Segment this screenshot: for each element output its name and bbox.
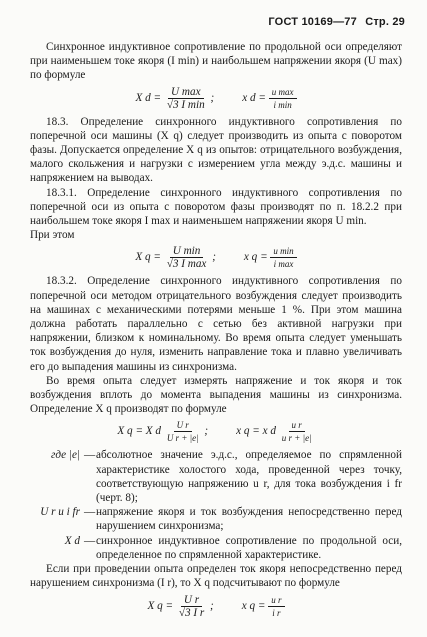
formula-xq-negative: X q = X d $\frac{\text{U r}}{\text{U r + |e|}}$ ; x q = x d $\frac{\text{u r}}{\text{u r + |e|}}$ bbox=[30, 419, 402, 444]
fraction-pu: $\frac{\text{u max}}{\text{i min}}$ bbox=[269, 86, 297, 111]
page-header bbox=[263, 15, 405, 29]
definition-item: U r и i fr — напряжение якоря и ток возбуждения непосредственно перед нарушением синхронизма; bbox=[40, 506, 402, 533]
pri-etom: При этом bbox=[30, 229, 75, 242]
definitions-list bbox=[30, 448, 402, 562]
formula-lhs: X d = bbox=[135, 91, 162, 104]
outro-paragraph: Если при проведении опыта определен ток якоря непосредственно перед нарушением синхронизма (I r), то X q подсчитывают по формуле bbox=[30, 563, 402, 590]
fraction: $\frac{\text{U r}}{\text{√3 I r}}$ bbox=[178, 593, 205, 619]
fraction-pu: $\frac{\text{u r}}{\text{i r}}$ bbox=[268, 594, 284, 619]
definition-item: где |e| — абсолютное значение э.д.с., определяемое по спрямленной характеристике холостого хода, проведенной через точку, соответствующую напряжению u r, для тока возбуждения i fr (черт. 8); bbox=[50, 449, 402, 505]
document-body bbox=[30, 40, 402, 623]
page-number: Стр. 29 bbox=[365, 16, 405, 28]
section-18-3-2: 18.3.2. Определение синхронного индуктивного сопротивления по поперечной оси методом отрицательного возбуждения следует производить на машинах с механическими потерями меньше 1 %. При этом машина должна работать параллельно с сетью без активной нагрузки при напряжении, близком к номинальному. Во время опыта следует уменьшать ток возбуждения до нуля, изменить направление тока и плавно увеличивать его до выпадения машины из синхронизма. bbox=[30, 275, 402, 373]
gost-number: ГОСТ 10169—77 bbox=[268, 16, 357, 28]
fraction: $\frac{\text{U min}}{\text{√3 I max}}$ bbox=[166, 245, 207, 271]
fraction: $\frac{\text{U max}}{\text{√3 I min}}$ bbox=[166, 85, 205, 111]
fraction-pu: $\frac{\text{u min}}{\text{i max}}$ bbox=[270, 245, 296, 270]
formula-xd: X d = $\frac{\text{U max}}{\text{√3 I min}}$ ; x d = $\frac{\text{u max}}{\text{i min}}$ bbox=[30, 86, 402, 111]
intro-paragraph: Синхронное индуктивное сопротивление по продольной оси определяют при наименьшем токе якоря (I min) и наибольшем напряжении якоря (U max) по формуле bbox=[30, 41, 402, 82]
fraction-pu: $\frac{\text{u r}}{\text{u r + |e|}}$ bbox=[281, 420, 312, 444]
formula-lhs-pu: x d = bbox=[242, 91, 266, 104]
fraction: $\frac{\text{U r}}{\text{U r + |e|}}$ bbox=[166, 420, 199, 444]
formula-xq-phase: X q = $\frac{\text{U min}}{\text{√3 I max}}$ ; x q = $\frac{\text{u min}}{\text{i max}}$ bbox=[30, 245, 402, 270]
section-18-3-1: 18.3.1. Определение синхронного индуктивного сопротивления по поперечной оси из опыта с поворотом фазы производят по п. 18.2.2 при наибольшем токе якоря I max и наименьшем напряжении якоря U min. bbox=[30, 186, 402, 228]
formula-xq-current: X q = $\frac{\text{U r}}{\text{√3 I r}}$ ; x q = $\frac{\text{u r}}{\text{i r}}$ bbox=[30, 594, 402, 619]
measurement-paragraph: Во время опыта следует измерять напряжение и ток якоря и ток возбуждения вплоть до момента выпадения машины из синхронизма. Определение X q производят по формуле bbox=[30, 374, 402, 416]
definition-item: X d — синхронное индуктивное сопротивление по продольной оси, определенное по спрямленной характеристике. bbox=[64, 534, 402, 561]
section-18-3: 18.3. Определение синхронного индуктивного сопротивления по поперечной оси машины (X q) следует производить из опыта с поворотом фазы. Допускается определение X q из опытов: отрицательного возбуждения, малого скольжения и нагрузки с измерением угла между э.д.с. машины и напряжением на выводах. bbox=[30, 115, 402, 185]
